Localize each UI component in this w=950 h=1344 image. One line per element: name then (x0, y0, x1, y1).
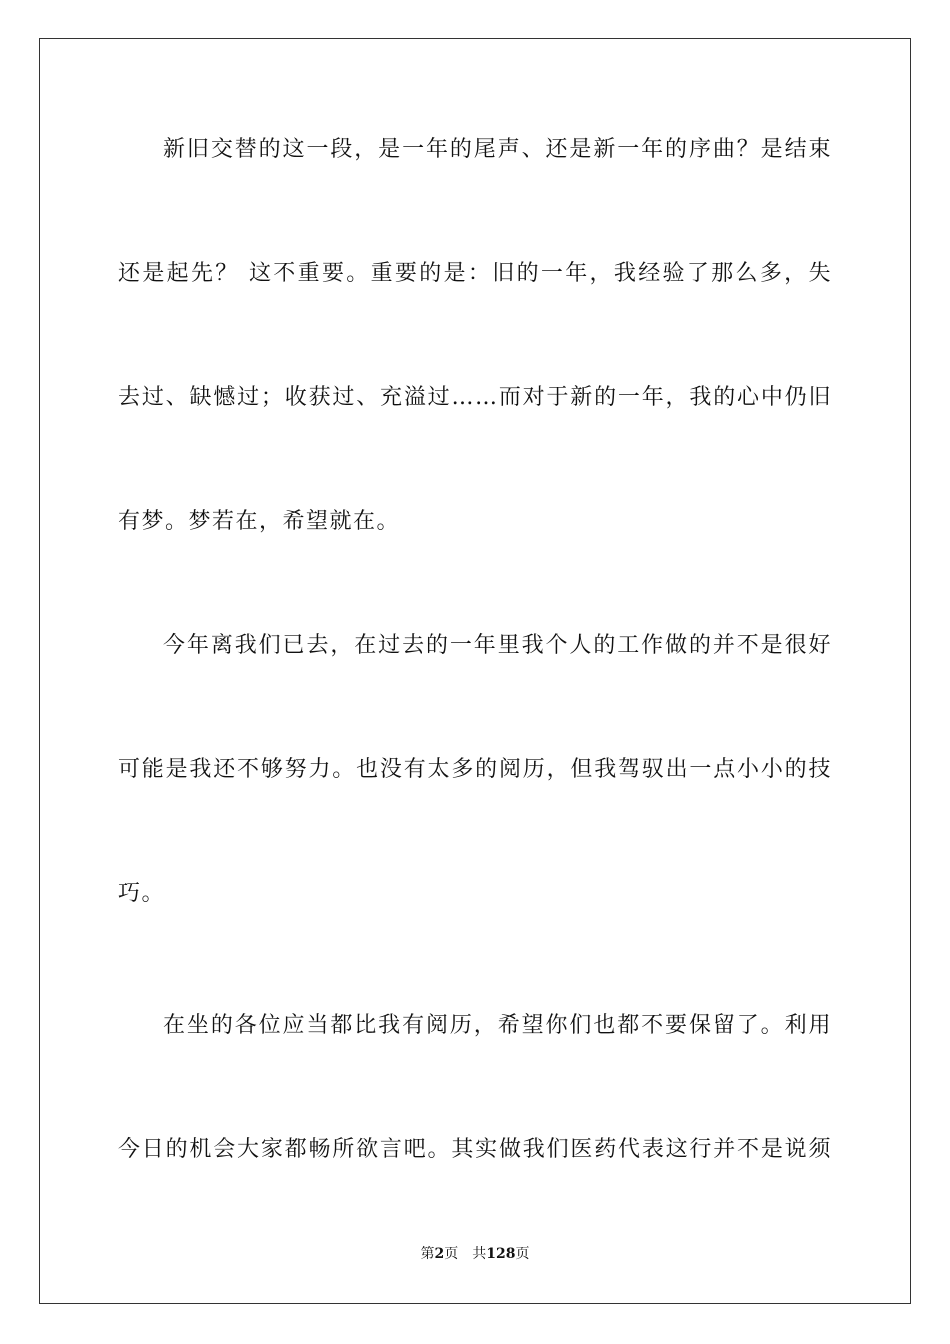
footer-page-suffix: 页 (444, 1246, 459, 1262)
paragraph-1-line-3: 去过、缺憾过；收获过、充溢过……而对于新的一年，我的心中仍旧 (118, 385, 832, 410)
paragraph-1-line-2: 还是起先？ 这不重要。重要的是：旧的一年，我经验了那么多，失 (118, 261, 832, 286)
paragraph-2-line-3: 巧。 (118, 881, 166, 906)
paragraph-1-line-1: 新旧交替的这一段，是一年的尾声、还是新一年的序曲？是结束 (163, 137, 832, 162)
page-footer (0, 1244, 950, 1264)
paragraph-3-line-2: 今日的机会大家都畅所欲言吧。其实做我们医药代表这行并不是说须 (118, 1137, 832, 1162)
footer-total-prefix: 共 (472, 1246, 487, 1262)
paragraph-2-line-2: 可能是我还不够努力。也没有太多的阅历，但我驾驭出一点小小的技 (118, 757, 832, 782)
footer-total-suffix: 页 (515, 1246, 530, 1262)
paragraph-2-line-1: 今年离我们已去，在过去的一年里我个人的工作做的并不是很好 (163, 633, 832, 658)
footer-page-prefix: 第 (420, 1246, 435, 1262)
footer-page-number: 2 (434, 1246, 445, 1262)
page-frame (39, 38, 911, 1304)
footer-total-pages: 128 (486, 1246, 516, 1262)
paragraph-3-line-1: 在坐的各位应当都比我有阅历，希望你们也都不要保留了。利用 (163, 1013, 832, 1038)
paragraph-1-line-4: 有梦。梦若在，希望就在。 (118, 509, 401, 534)
